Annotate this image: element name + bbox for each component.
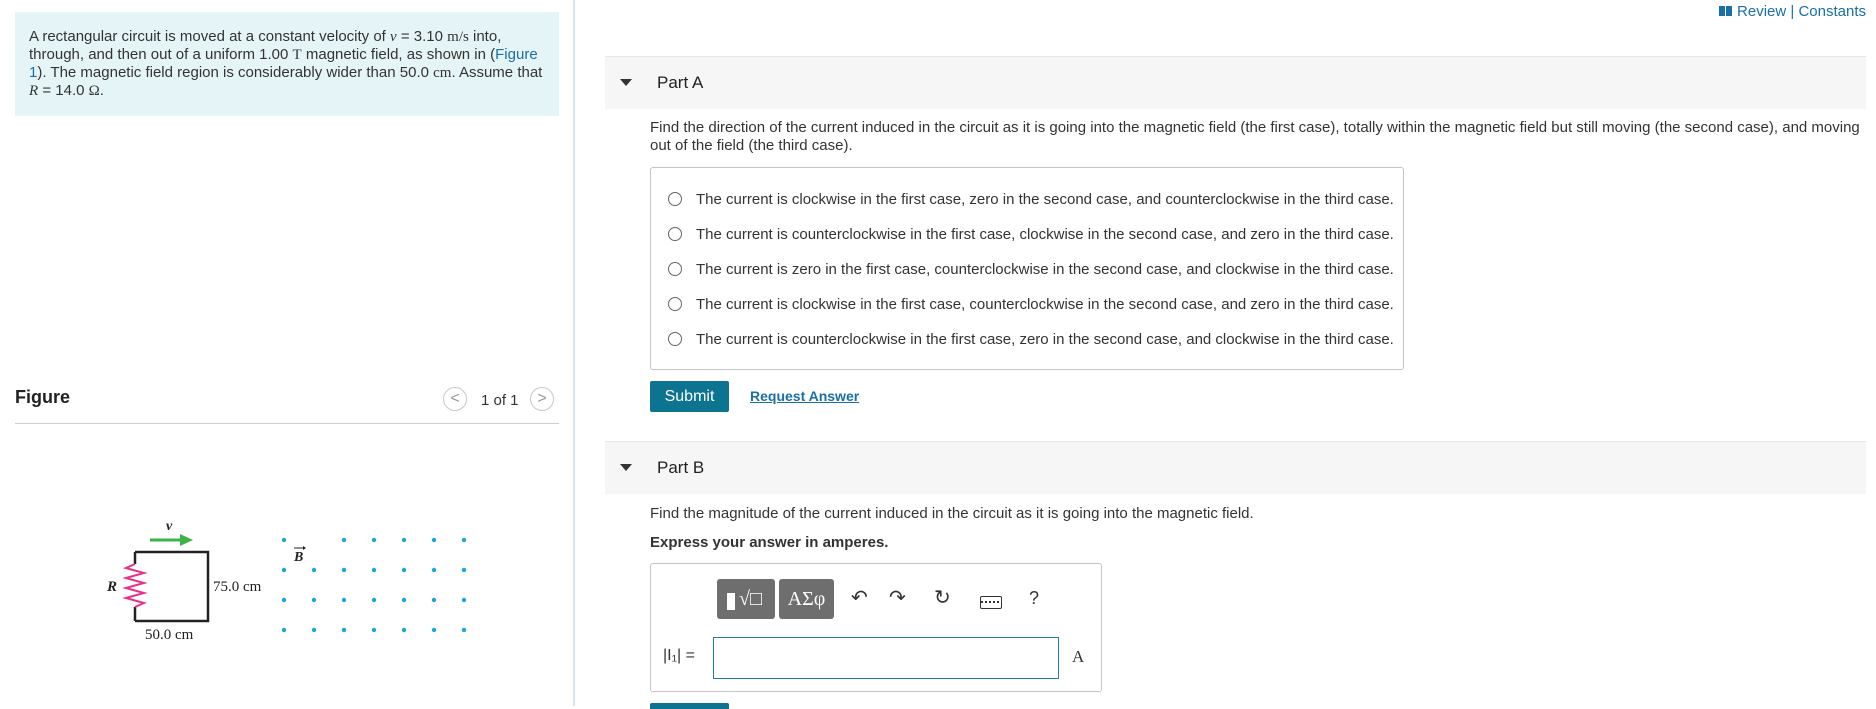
field-dot (462, 598, 466, 602)
answer-box (650, 563, 1102, 692)
part-a-header[interactable] (605, 56, 1866, 109)
field-dot (282, 598, 286, 602)
constants-link[interactable]: Constants (1798, 3, 1866, 20)
templates-button[interactable] (717, 579, 775, 619)
field-dot (432, 628, 436, 632)
radio-button[interactable] (668, 297, 682, 311)
field-dot (462, 568, 466, 572)
width-label: 50.0 cm (145, 627, 194, 643)
option-label: The current is zero in the first case, counterclockwise in the second case, and clockwise in the third case. (696, 261, 1394, 278)
field-label: B (294, 550, 304, 565)
field-dot (342, 538, 346, 542)
field-dot (402, 538, 406, 542)
velocity-label: v (166, 519, 173, 534)
problem-text: ). The magnetic field region is considerably wider than 50.0 (37, 64, 434, 81)
part-a-title: Part A (657, 73, 704, 92)
right-pane (575, 0, 1876, 706)
velocity-unit: m/s (447, 29, 469, 45)
resistance-value: = 14.0 (38, 82, 89, 99)
field-dot (432, 568, 436, 572)
length-unit: cm (433, 65, 452, 81)
field-dot (462, 628, 466, 632)
answer-input[interactable] (713, 637, 1059, 679)
chevron-right-icon: > (537, 390, 547, 407)
option-label: The current is counterclockwise in the first case, zero in the second case, and clockwise in the third case. (696, 331, 1394, 348)
part-a-question: Find the direction of the current induced in the circuit as it is going into the magnetic field (the first case), totally within the magnetic field but still moving (the second case), and moving out of the field (the third case). (650, 119, 1860, 154)
field-dot (432, 598, 436, 602)
problem-text: . (99, 82, 104, 99)
problem-text: A rectangular circuit is moved at a constant velocity of (29, 28, 391, 45)
undo-icon[interactable]: ↶ (851, 587, 868, 609)
option-label: The current is counterclockwise in the first case, clockwise in the second case, and zero in the third case. (696, 226, 1394, 243)
link-separator: | (1786, 3, 1799, 20)
field-dot (342, 628, 346, 632)
velocity-arrowhead (180, 534, 193, 546)
problem-text: into, through, and then out of a uniform 1.00 (29, 28, 502, 63)
caret-down-icon (620, 79, 632, 86)
field-dot (402, 598, 406, 602)
book-icon (1719, 6, 1732, 16)
request-answer-link[interactable]: Request Answer (750, 388, 860, 404)
resistor (126, 564, 144, 607)
part-b-submit-button[interactable] (650, 703, 729, 709)
field-dot (372, 628, 376, 632)
radio-button[interactable] (668, 192, 682, 206)
height-label: 75.0 cm (213, 579, 262, 595)
figure-link[interactable]: Figure 1 (29, 46, 538, 81)
radio-button[interactable] (668, 262, 682, 276)
velocity-value: = 3.10 (396, 28, 448, 45)
option-label: The current is clockwise in the first case, counterclockwise in the second case, and zero in the third case. (696, 296, 1394, 313)
field-dots (282, 538, 466, 632)
field-vector-tip (303, 546, 306, 550)
velocity-symbol: v (390, 29, 397, 45)
caret-down-icon (620, 464, 632, 471)
help-icon[interactable]: ? (1029, 588, 1040, 608)
resistor-label: R (107, 579, 118, 595)
field-dot (312, 628, 316, 632)
top-links (1719, 3, 1866, 20)
reset-icon[interactable]: ↻ (934, 587, 951, 609)
sqrt-icon: √□ (739, 588, 763, 610)
field-dot (312, 568, 316, 572)
radio-button[interactable] (668, 332, 682, 346)
circuit-figure (95, 515, 485, 655)
problem-text: . Assume that (451, 64, 543, 81)
part-b-header[interactable] (605, 441, 1866, 494)
field-dot (372, 568, 376, 572)
submit-button[interactable]: Submit (650, 381, 729, 412)
previous-figure-button[interactable] (443, 387, 467, 411)
next-figure-button[interactable] (530, 387, 554, 411)
field-dot (342, 568, 346, 572)
resistance-symbol: R (29, 83, 39, 99)
field-dot (372, 598, 376, 602)
field-dot (282, 628, 286, 632)
left-pane (0, 0, 575, 706)
radio-button[interactable] (668, 227, 682, 241)
greek-symbols-button[interactable]: ΑΣφ (779, 579, 834, 619)
figure-header (15, 383, 559, 424)
part-b-question: Find the magnitude of the current induced in the circuit as it is going into the magnetic field. (650, 505, 1254, 522)
option-label: The current is clockwise in the first case, zero in the second case, and counterclockwise in the third case. (696, 191, 1394, 208)
answer-instructions: Express your answer in amperes. (650, 534, 889, 551)
answer-options (650, 167, 1404, 370)
review-link[interactable]: Review (1737, 3, 1787, 20)
redo-icon[interactable]: ↷ (889, 587, 906, 609)
field-dot (462, 538, 466, 542)
field-unit: T (292, 47, 302, 63)
field-dot (282, 568, 286, 572)
field-dot (342, 598, 346, 602)
problem-statement (15, 12, 559, 116)
chevron-left-icon: < (450, 390, 460, 407)
keyboard-icon[interactable] (980, 596, 1002, 609)
problem-text: magnetic field, as shown in ( (301, 46, 496, 63)
figure-counter: 1 of 1 (481, 392, 519, 409)
field-dot (402, 568, 406, 572)
field-dot (282, 538, 286, 542)
circuit-wire (135, 552, 208, 621)
template-block-icon (727, 593, 735, 610)
field-dot (312, 598, 316, 602)
answer-unit: A (1072, 647, 1085, 666)
field-dot (432, 538, 436, 542)
part-b-title: Part B (657, 458, 705, 477)
ohm-unit: Ω (88, 83, 100, 99)
answer-label: |I₁| = (663, 647, 695, 664)
figure-title: Figure (15, 387, 71, 407)
field-dot (402, 628, 406, 632)
field-dot (372, 538, 376, 542)
